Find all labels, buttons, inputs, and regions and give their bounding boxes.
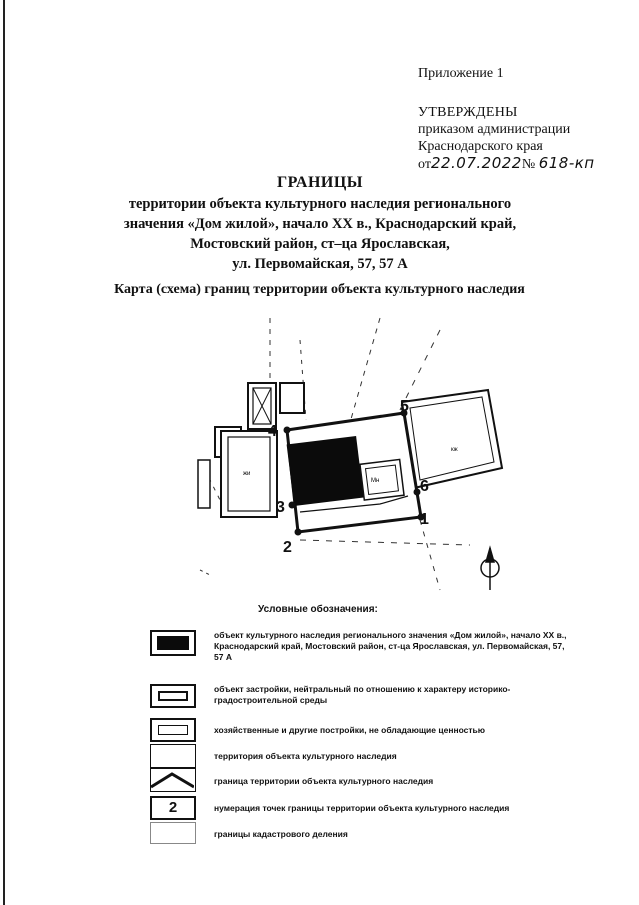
subtitle-line-3: Мостовский район, ст–ца Ярославская,: [190, 236, 450, 252]
point-label-1: 1: [420, 511, 429, 528]
subtitle-line-2: значения «Дом жилой», начало XX в., Краснодарский край,: [123, 216, 517, 232]
map-title: Карта (схема) границ территории объекта культурного наследия: [114, 282, 525, 297]
legend-text: территория объекта культурного наследия: [214, 751, 397, 761]
legend-symbol-number: 2: [150, 796, 196, 820]
legend-text: нумерация точек границы территории объекта культурного наследия: [214, 803, 510, 813]
neighbour-building: [198, 460, 210, 508]
legend-title: Условные обозначения:: [258, 604, 378, 615]
cadastral-line: [200, 570, 210, 575]
north-arrow-icon: [481, 548, 499, 590]
point-label-2: 2: [283, 539, 292, 556]
boundary-point-2: [295, 529, 302, 536]
order-line-2: Краснодарского края: [418, 139, 543, 154]
legend-symbol: [150, 630, 196, 656]
approved-heading: УТВЕРЖДЕНЫ: [418, 105, 518, 120]
neighbour-building: [402, 390, 502, 488]
boundary-point-3: [289, 502, 296, 509]
number-sign: №: [521, 157, 536, 172]
outbuilding-label: Мн: [371, 478, 380, 484]
legend-symbol: [150, 684, 196, 708]
boundary-point-4: [284, 427, 291, 434]
handwritten-number: 618-кп: [538, 154, 595, 172]
heritage-object: [287, 436, 364, 506]
handwritten-date: 22.07.2022: [430, 154, 522, 172]
cadastral-line: [300, 540, 470, 545]
document-title: ГРАНИЦЫ: [276, 174, 363, 191]
legend-text: граница территории объекта культурного наследия: [214, 776, 434, 786]
legend-symbol: [150, 822, 196, 844]
point-label-6: 6: [420, 478, 429, 495]
date-prefix: от: [418, 157, 431, 172]
subtitle-line-1: территории объекта культурного наследия регионального: [128, 196, 512, 212]
point-label-4: 4: [268, 423, 277, 440]
legend-text: объект культурного наследия регионального значения «Дом жилой», начало XX в., Краснодарский край, Мостовский район, ст-ца Ярославская, ул. Первомайская, 57, 57 А: [214, 630, 567, 662]
point-label-3: 3: [276, 499, 285, 516]
legend-symbol: [150, 744, 196, 768]
subtitle-line-4: ул. Первомайская, 57, 57 А: [232, 256, 408, 272]
legend-symbol: [150, 768, 196, 792]
legend-text: границы кадастрового деления: [214, 829, 348, 839]
legend-text: объект застройки, нейтральный по отношению к характеру историко-градостроительной среды: [214, 684, 511, 705]
order-line-1: приказом администрации: [418, 122, 571, 137]
appendix-label: Приложение 1: [418, 66, 504, 81]
building-label: кж: [451, 447, 458, 453]
point-label-5: 5: [400, 398, 409, 415]
cadastral-line: [420, 520, 440, 590]
neighbour-building: [280, 383, 304, 413]
legend-text: хозяйственные и другие постройки, не обладающие ценностью: [214, 725, 486, 735]
building-label: жи: [243, 471, 251, 477]
legend-symbol: [150, 718, 196, 742]
